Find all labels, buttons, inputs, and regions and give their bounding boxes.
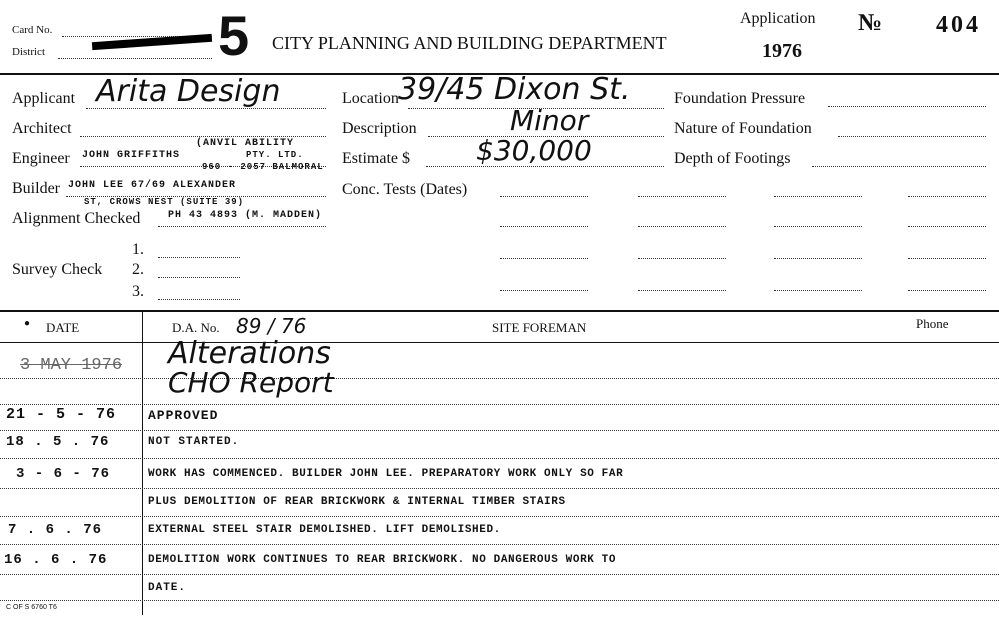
- conc-tests-line-13: [500, 290, 588, 291]
- depth-footings-line: [812, 166, 986, 167]
- log-row-line-7: [0, 544, 999, 545]
- log-date-1: 3 MAY 1976: [20, 356, 123, 375]
- number-symbol: №: [858, 10, 883, 36]
- log-entry-8: DEMOLITION WORK CONTINUES TO REAR BRICKWORK. NO DANGEROUS WORK TO: [148, 554, 617, 566]
- architect-label: Architect: [12, 120, 72, 137]
- nature-foundation-line: [838, 136, 986, 137]
- applicant-value: Arita Design: [96, 74, 281, 109]
- application-number: 404: [936, 12, 981, 38]
- log-row-line-6: [0, 516, 999, 517]
- engineer-company: (ANVIL ABILITY: [196, 138, 295, 149]
- survey-3-line: [158, 299, 240, 300]
- log-top-rule: [0, 310, 999, 312]
- da-no-value: 89 / 76: [236, 314, 307, 338]
- log-entry-7: EXTERNAL STEEL STAIR DEMOLISHED. LIFT DEMOLISHED.: [148, 524, 501, 536]
- card-number: 5: [218, 4, 250, 67]
- log-row-line-8: [0, 574, 999, 575]
- depth-footings-label: Depth of Footings: [674, 150, 791, 167]
- conc-tests-line-8: [908, 226, 986, 227]
- log-row-line-9: [0, 600, 999, 601]
- builder-label: Builder: [12, 180, 60, 197]
- survey-1-line: [158, 257, 240, 258]
- log-date-4: 18 . 5 . 76: [6, 434, 110, 450]
- foundation-pressure-label: Foundation Pressure: [674, 90, 806, 107]
- survey-2-label: 2.: [132, 261, 144, 278]
- foundation-pressure-line: [828, 106, 986, 107]
- survey-3-label: 3.: [132, 283, 144, 300]
- conc-tests-line-5: [500, 226, 588, 227]
- conc-tests-line-12: [908, 258, 986, 259]
- log-entry-4: NOT STARTED.: [148, 436, 240, 448]
- nature-foundation-label: Nature of Foundation: [674, 120, 812, 137]
- conc-tests-line-6: [638, 226, 726, 227]
- builder-value-2: ST, CROWS NEST (SUITE 39): [84, 197, 245, 207]
- estimate-label: Estimate $: [342, 150, 410, 167]
- log-entry-1: Alterations: [168, 336, 331, 371]
- alignment-label: Alignment Checked: [12, 210, 141, 227]
- application-year: 1976: [762, 40, 802, 62]
- log-date-5: 3 - 6 - 76: [16, 466, 111, 482]
- survey-2-line: [158, 277, 240, 278]
- alignment-line: [158, 226, 326, 227]
- log-date-3: 21 - 5 - 76: [6, 406, 117, 423]
- form-code: C OF S 6760 T6: [6, 604, 57, 611]
- da-no-label: D.A. No.: [172, 320, 220, 335]
- location-label: Location: [342, 90, 399, 107]
- department-title: CITY PLANNING AND BUILDING DEPARTMENT: [272, 33, 667, 53]
- description-label: Description: [342, 120, 417, 137]
- log-header-rule: [0, 342, 999, 343]
- conc-tests-line-10: [638, 258, 726, 259]
- conc-tests-line-14: [638, 290, 726, 291]
- log-date-8: 16 . 6 . 76: [4, 552, 108, 568]
- district-label: District: [12, 46, 45, 58]
- bullet-marker: ●: [24, 318, 31, 329]
- log-entry-3: APPROVED: [148, 408, 219, 423]
- conc-tests-label: Conc. Tests (Dates): [342, 181, 468, 198]
- conc-tests-line-2: [638, 196, 726, 197]
- log-row-line-5: [0, 488, 999, 489]
- conc-tests-line-16: [908, 290, 986, 291]
- log-row-line-3: [0, 430, 999, 431]
- conc-tests-line-7: [774, 226, 862, 227]
- survey-1-label: 1.: [132, 241, 144, 258]
- alignment-value: PH 43 4893 (M. MADDEN): [168, 210, 323, 221]
- site-foreman-label: SITE FOREMAN: [492, 320, 587, 335]
- log-entry-6: PLUS DEMOLITION OF REAR BRICKWORK & INTERNAL TIMBER STAIRS: [148, 496, 566, 508]
- date-column-divider: [142, 310, 143, 615]
- engineer-label: Engineer: [12, 150, 70, 167]
- survey-check-label: Survey Check: [12, 261, 103, 278]
- log-entry-5: WORK HAS COMMENCED. BUILDER JOHN LEE. PREPARATORY WORK ONLY SO FAR: [148, 468, 624, 480]
- location-value: 39/45 Dixon St.: [398, 72, 631, 107]
- engineer-value: JOHN GRIFFITHS: [82, 150, 181, 161]
- conc-tests-line-1: [500, 196, 588, 197]
- conc-tests-line-3: [774, 196, 862, 197]
- description-value: Minor: [510, 104, 589, 137]
- application-label: Application: [740, 10, 816, 27]
- conc-tests-line-11: [774, 258, 862, 259]
- applicant-label: Applicant: [12, 90, 76, 107]
- log-entry-9: DATE.: [148, 582, 187, 594]
- log-date-7: 7 . 6 . 76: [8, 522, 103, 538]
- phone-label: Phone: [916, 316, 949, 331]
- conc-tests-line-4: [908, 196, 986, 197]
- estimate-value: $30,000: [476, 134, 592, 167]
- log-row-line-1: [0, 378, 999, 379]
- engineer-phone: 960 - 2057 BALMORAL: [202, 162, 324, 172]
- conc-tests-line-9: [500, 258, 588, 259]
- engineer-company-2: PTY. LTD.: [246, 150, 304, 160]
- card-no-label: Card No.: [12, 24, 53, 36]
- log-row-line-2: [0, 404, 999, 405]
- district-line: [58, 58, 212, 59]
- conc-tests-line-15: [774, 290, 862, 291]
- architect-line: [80, 136, 326, 137]
- builder-value: JOHN LEE 67/69 ALEXANDER: [68, 180, 237, 191]
- date-header: DATE: [46, 320, 80, 335]
- log-row-line-4: [0, 458, 999, 459]
- log-entry-2: CHO Report: [168, 366, 334, 399]
